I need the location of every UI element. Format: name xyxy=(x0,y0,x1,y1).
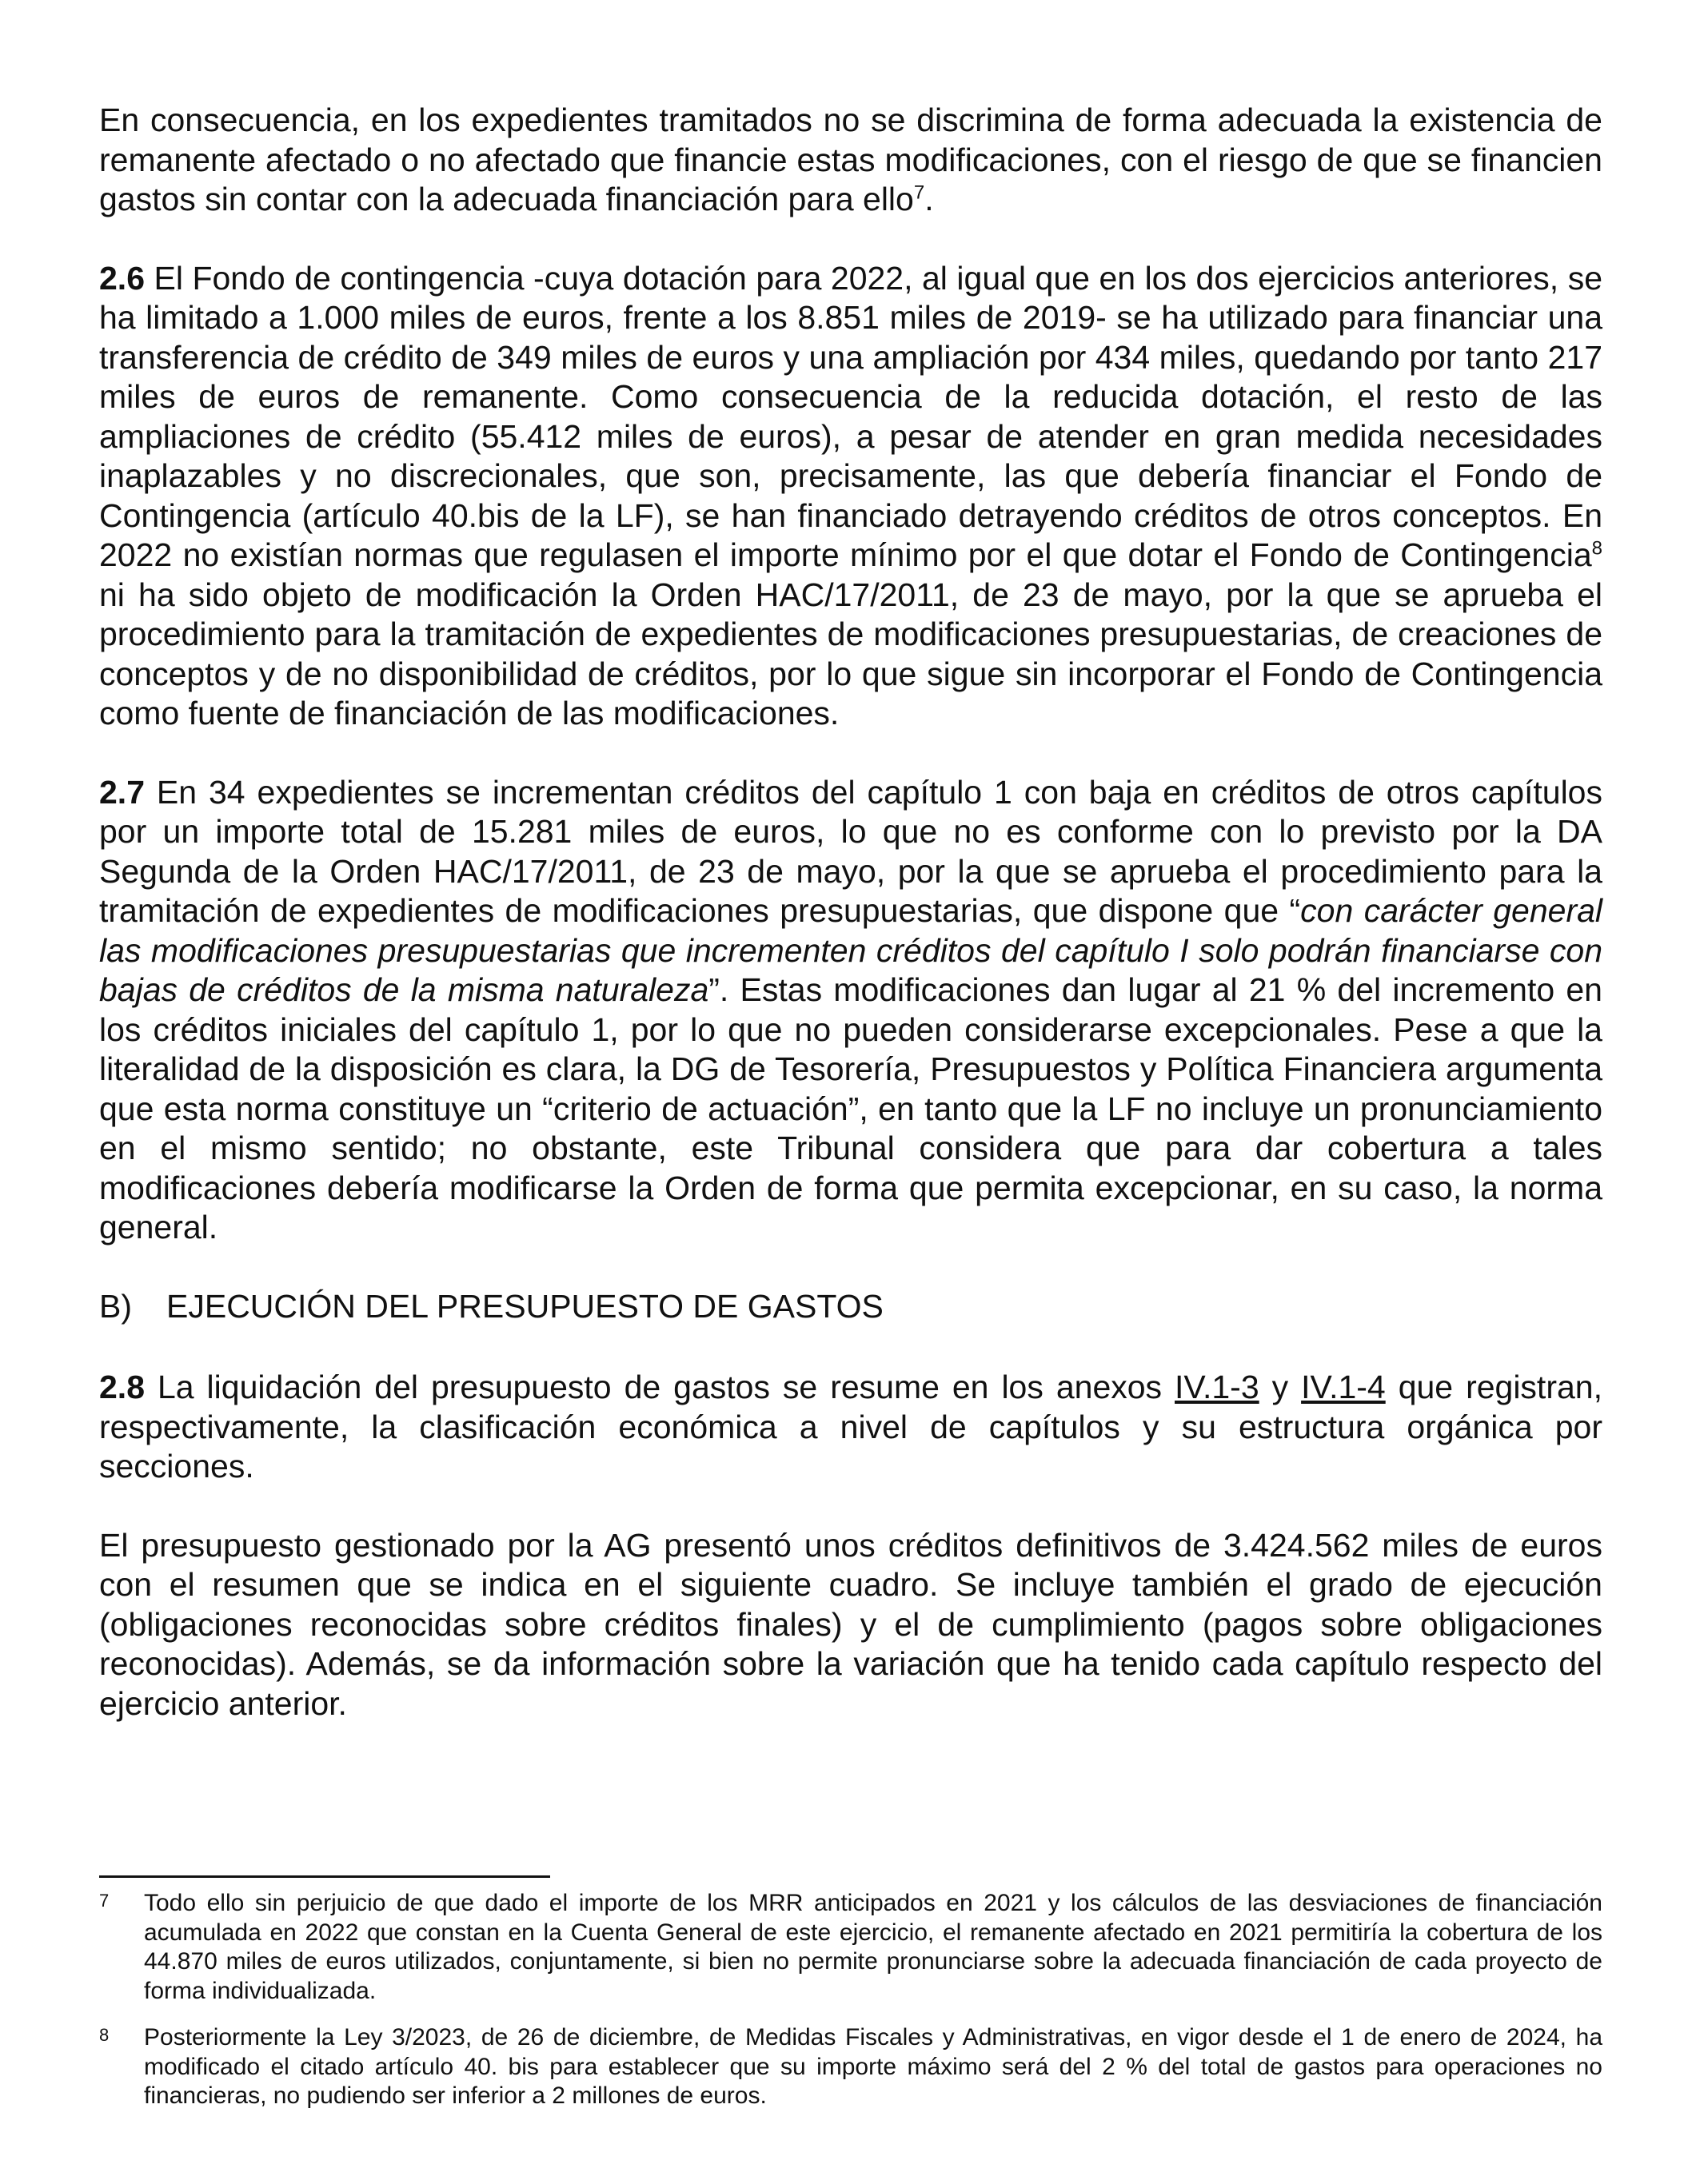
paragraph-2-6 xyxy=(99,259,1602,734)
paragraph-text-continued: ni ha sido objeto de modificación la Orden HAC/17/2011, de 23 de mayo, por la que se aprueba el procedimiento para la tramitación de expedientes de modificaciones presupuestarias, de creaciones de conceptos y de no disponibilidad de créditos, por lo que sigue sin incorporar el Fondo de Contingencia como fuente de financiación de las modificaciones. xyxy=(99,576,1602,731)
paragraph-presupuesto xyxy=(99,1526,1602,1724)
annex-link-iv-1-4[interactable]: IV.1-4 xyxy=(1301,1369,1386,1405)
paragraph-2-7 xyxy=(99,773,1602,1248)
footnote-text: Posteriormente la Ley 3/2023, de 26 de diciembre, de Medidas Fiscales y Administrativas, en vigor desde el 1 de enero de 2024, ha modificado el citado artículo 40. bis para establecer que su importe máximo será del 2 % del total de gastos para operaciones no financieras, no pudiendo ser inferior a 2 millones de euros. xyxy=(144,2024,1602,2109)
footnote-mark: 7 xyxy=(99,1891,110,1911)
document-body xyxy=(99,101,1602,1763)
quoted-regulation: con carácter general las modificaciones presupuestarias que incrementen créditos del capítulo I solo podrán financiarse con bajas de créditos de la misma naturaleza xyxy=(99,892,1603,1008)
paragraph-number: 2.6 xyxy=(99,259,145,297)
paragraph-text: El Fondo de contingencia -cuya dotación para 2022, al igual que en los dos ejercicios anteriores, se ha limitado a 1.000 miles de euros, frente a los 8.851 miles de 2019- se ha utilizado para financiar una transferencia de crédito de 349 miles de euros y una ampliación por 434 miles, quedando por tanto 217 miles de euros de remanente. Como consecuencia de la reducida dotación, el resto de las ampliaciones de crédito (55.412 miles de euros), a pesar de atender en gran medida necesidades inaplazables y no discrecionales, que son, precisamente, las que debería financiar el Fondo de Contingencia (artículo 40.bis de la LF), se han financiado detrayendo créditos de otros conceptos. En 2022 no existían normas que regulasen el importe mínimo por el que dotar el Fondo de Contingencia xyxy=(99,259,1602,573)
section-letter: B) xyxy=(99,1287,132,1325)
section-title: EJECUCIÓN DEL PRESUPUESTO DE GASTOS xyxy=(166,1287,884,1325)
paragraph-tail: . xyxy=(924,181,934,217)
footnotes xyxy=(99,1875,1602,2129)
footnote-8 xyxy=(99,2023,1602,2111)
paragraph-text: En 34 expedientes se incrementan créditos del capítulo 1 con baja en créditos de otros capítulos por un importe total de 15.281 miles de euros, lo que no es conforme con lo previsto por la DA Segunda de la Orden HAC/17/2011, de 23 de mayo, por la que se aprueba el procedimiento para la tramitación de expedientes de modificaciones presupuestarias, que dispone que “ xyxy=(99,773,1602,929)
paragraph-text-continued: que registran, respectivamente, la clasificación económica a nivel de capítulos y su estructura orgánica por secciones. xyxy=(99,1369,1602,1485)
annex-link-iv-1-3[interactable]: IV.1-3 xyxy=(1175,1369,1259,1405)
paragraph-2-8 xyxy=(99,1368,1602,1487)
paragraph-text: En consecuencia, en los expedientes tramitados no se discrimina de forma adecuada la existencia de remanente afectado o no afectado que financie estas modificaciones, con el riesgo de que se financien gastos sin contar con la adecuada financiación para ello xyxy=(99,102,1602,217)
section-heading xyxy=(99,1287,1602,1327)
paragraph-number: 2.7 xyxy=(99,773,145,811)
paragraph-text: La liquidación del presupuesto de gastos se resume en los anexos xyxy=(145,1369,1175,1405)
footnote-divider xyxy=(99,1875,550,1878)
paragraph-text-continued: ”. Estas modificaciones dan lugar al 21 % del incremento en los créditos iniciales del capítulo 1, por lo que no pueden considerarse excepcionales. Pese a que la literalidad de la disposición es clara, la DG de Tesorería, Presupuestos y Política Financiera argumenta que esta norma constituye un “criterio de actuación”, en tanto que la LF no incluye un pronunciamiento en el mismo sentido; no obstante, este Tribunal considera que para dar cobertura a tales modificaciones debería modificarse la Orden de forma que permita excepcionar, en su caso, la norma general. xyxy=(99,971,1602,1245)
paragraph-text-join: y xyxy=(1259,1369,1302,1405)
footnote-mark: 8 xyxy=(99,2025,110,2045)
footnote-7 xyxy=(99,1889,1602,2006)
footnote-ref-7[interactable]: 7 xyxy=(913,181,925,204)
paragraph-remanente xyxy=(99,101,1602,220)
paragraph-text: El presupuesto gestionado por la AG presentó unos créditos definitivos de 3.424.562 miles de euros con el resumen que se indica en el siguiente cuadro. Se incluye también el grado de ejecución (obligaciones reconocidas sobre créditos finales) y el de cumplimiento (pagos sobre obligaciones reconocidas). Además, se da información sobre la variación que ha tenido cada capítulo respecto del ejercicio anterior. xyxy=(99,1526,1602,1722)
footnote-text: Todo ello sin perjuicio de que dado el importe de los MRR anticipados en 2021 y los cálculos de las desviaciones de financiación acumulada en 2022 que constan en la Cuenta General de este ejercicio, el remanente afectado en 2021 permitiría la cobertura de los 44.870 miles de euros utilizados, conjuntamente, si bien no permite pronunciarse sobre la adecuada financiación de cada proyecto de forma individualizada. xyxy=(144,1890,1602,2004)
paragraph-number: 2.8 xyxy=(99,1369,145,1405)
footnote-ref-8[interactable]: 8 xyxy=(1591,537,1602,560)
